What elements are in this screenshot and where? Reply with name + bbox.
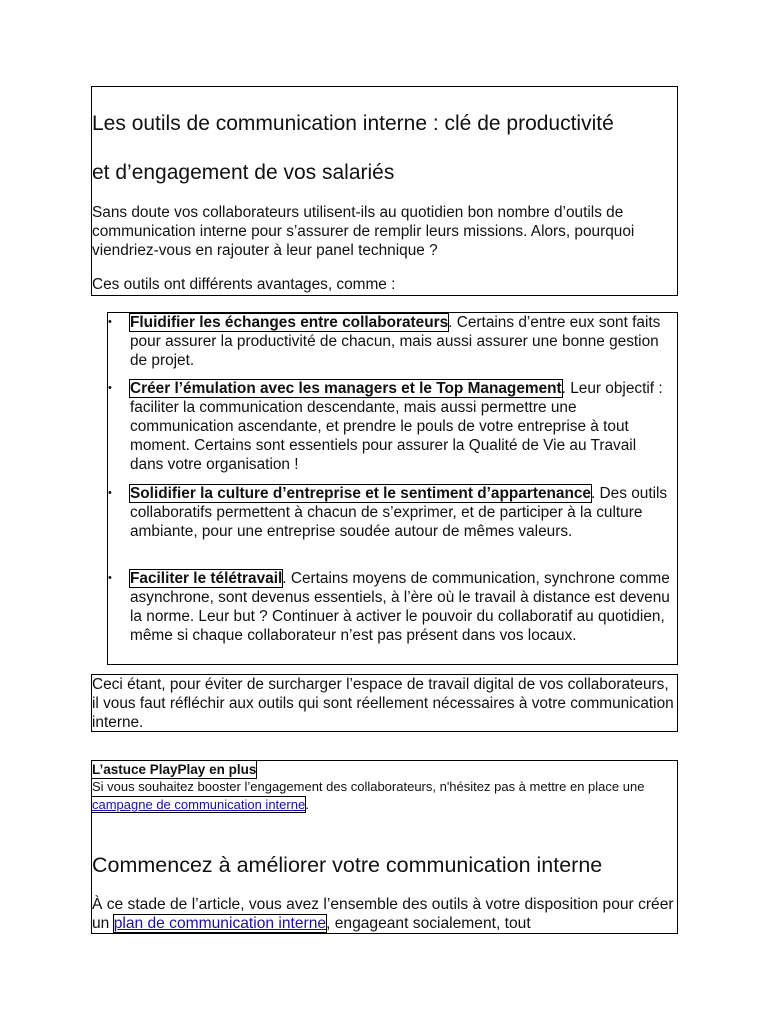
section-text-end: , engageant socialement, tout xyxy=(326,915,531,932)
tip-text-end: . xyxy=(305,797,309,812)
bullet-icon: • xyxy=(108,487,112,499)
list-item xyxy=(108,484,668,541)
internal-campaign-link[interactable]: campagne de communication interne xyxy=(92,797,306,812)
advantages-list-section xyxy=(107,312,678,665)
article-title-line-1: Les outils de communication interne : clé de productivité xyxy=(92,112,614,135)
list-item xyxy=(108,313,668,370)
section-heading: Commencez à améliorer votre communication interne xyxy=(92,853,603,877)
tip-text: Si vous souhaitez booster l’engagement des collaborateurs, n'hésitez pas à mettre en place une xyxy=(92,779,645,794)
section-text: À ce stade de l’article, vous avez l’ensemble des outils à votre disposition pour créer un xyxy=(92,896,674,932)
list-item-strong: Fluidifier les échanges entre collaborateurs xyxy=(130,314,449,331)
list-item-body: . Leur objectif : faciliter la communication descendante, mais aussi permettre une communication ascendante, et prendre le pouls de votre entreprise à tout moment. Certains sont essentiels pour assurer la Qualité de Vie au Travail dans votre organisation ! xyxy=(130,380,663,473)
bullet-icon: • xyxy=(108,572,112,584)
list-item xyxy=(108,569,668,645)
tip-title: L’astuce PlayPlay en plus xyxy=(92,762,257,777)
section-paragraph xyxy=(92,895,677,933)
tip-section xyxy=(91,760,678,934)
intro-section xyxy=(91,86,678,296)
article-title-line-2: et d’engagement de vos salariés xyxy=(92,161,395,184)
list-item-body: . Certains moyens de communication, synchrone comme asynchrone, sont devenus essentiels, à l’ère où le travail à distance est devenu la norme. Leur but ? Continuer à activer le pouvoir du collaboratif au quotidien, même si chaque collaborateur n’est pas présent dans vos locaux. xyxy=(130,570,670,644)
bullet-icon: • xyxy=(108,316,112,328)
tip-paragraph xyxy=(92,778,667,814)
list-item-text xyxy=(130,379,671,474)
list-item-strong: Créer l’émulation avec les managers et le Top Management xyxy=(130,380,562,397)
list-item-body: . Certains d’entre eux sont faits pour assurer la productivité de chacun, mais aussi assurer une bonne gestion de projet. xyxy=(130,314,661,369)
list-item xyxy=(108,379,668,474)
list-item-body: . Des outils collaboratifs permettent à chacun de s’exprimer, et de participer à la culture ambiante, pour une entreprise soudée autour de mêmes valeurs. xyxy=(130,485,668,540)
advantages-intro: Ces outils ont différents avantages, comme : xyxy=(92,276,396,293)
communication-plan-link[interactable]: plan de communication interne xyxy=(113,915,327,932)
conclusion-paragraph: Ceci étant, pour éviter de surcharger l’espace de travail digital de vos collaborateurs, il vous faut réfléchir aux outils qui sont réellement nécessaires à votre communication interne. xyxy=(92,676,674,731)
conclusion-section xyxy=(91,674,678,732)
list-item-strong: Faciliter le télétravail xyxy=(130,570,283,587)
bullet-icon: • xyxy=(108,382,112,394)
list-item-strong: Solidifier la culture d’entreprise et le sentiment d’appartenance xyxy=(130,485,591,502)
list-item-text xyxy=(130,313,671,370)
list-item-text xyxy=(130,484,671,541)
list-item-text xyxy=(130,569,671,645)
intro-paragraph: Sans doute vos collaborateurs utilisent-ils au quotidien bon nombre d’outils de communication interne pour s’assurer de remplir leurs missions. Alors, pourquoi viendriez-vous en rajouter à leur panel technique ? xyxy=(92,204,635,259)
